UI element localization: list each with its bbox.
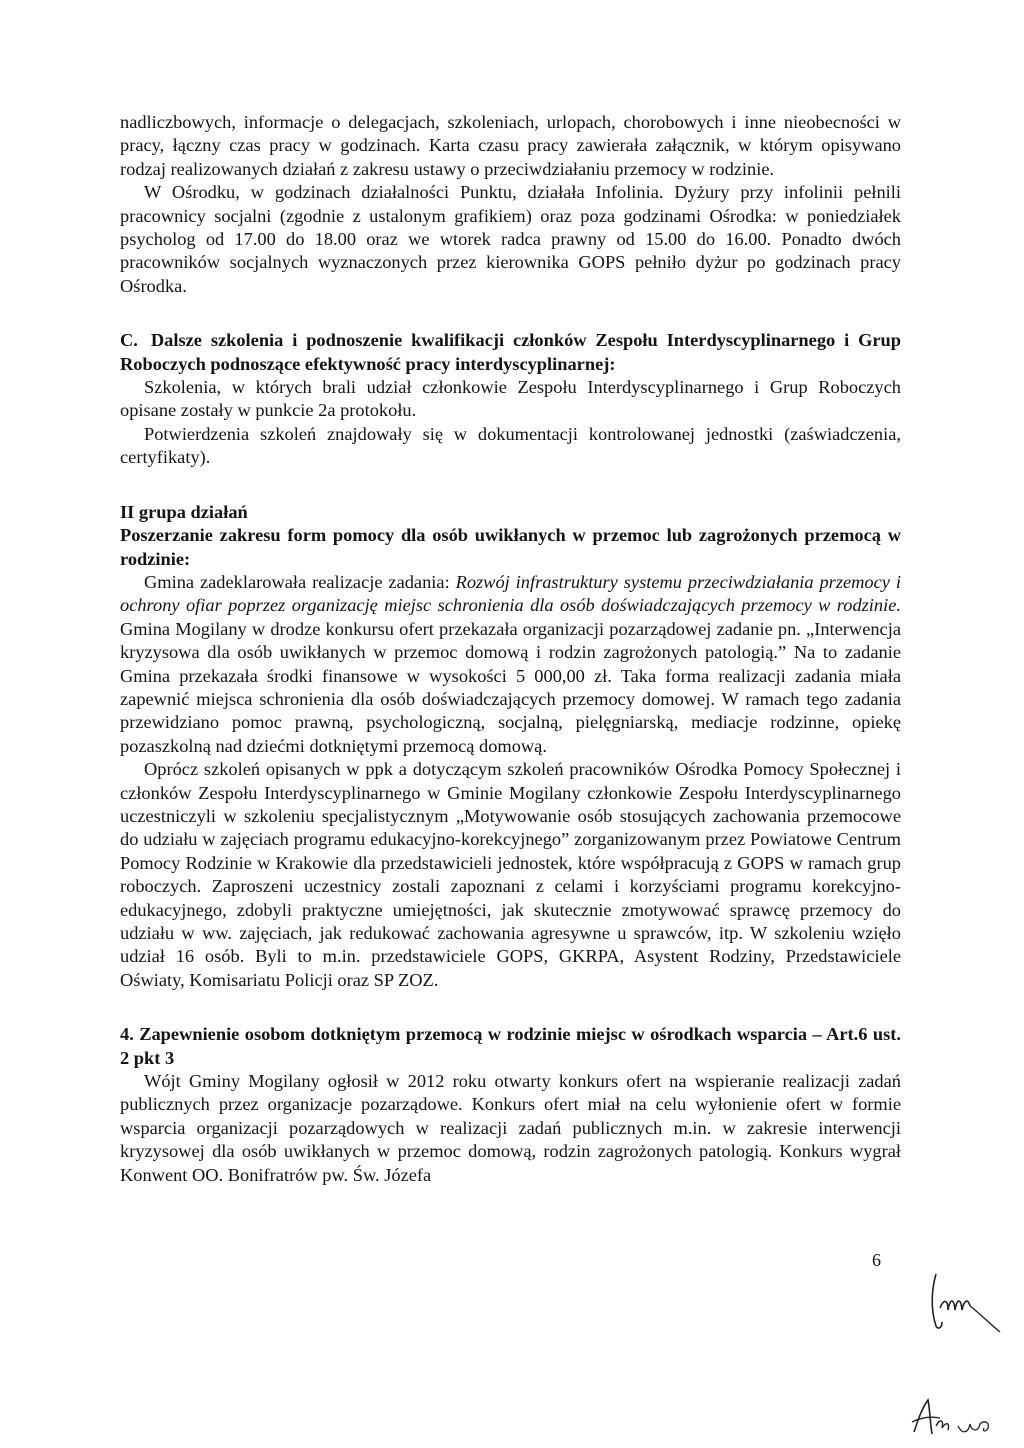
- group-2-paragraph-1-italic: Rozwój infrastruktury systemu przeciwdziałania przemocy i ochrony ofiar poprzez organizację miejsc schronienia dla osób doświadczających przemocy w rodzinie.: [120, 571, 901, 616]
- handwritten-signature-icon: [906, 1396, 1016, 1440]
- group-2-paragraph-1-start: Gmina zadeklarowała realizacje zadania:: [144, 571, 456, 592]
- group-2-paragraph-2: Oprócz szkoleń opisanych w ppk a dotyczącym szkoleń pracowników Ośrodka Pomocy Społecznej i członków Zespołu Interdyscyplinarnego w Gminie Mogilany członkowie Zespołu Interdyscyplinarnego uczestniczyli w szkoleniu specjalistycznym „Motywowanie osób stosujących zachowania przemocowe do udziału w zajęciach programu edukacyjno-korekcyjnego” zorganizowanym przez Powiatowe Centrum Pomocy Rodzinie w Krakowie dla przedstawicieli jednostek, które współpracują z GOPS w ramach grup roboczych. Zaproszeni uczestnicy zostali zapoznani z celami i korzyściami programu korekcyjno-edukacyjnego, zdobyli praktyczne umiejętności, jak skutecznie zmotywować sprawcę przemocy do udziału w ww. zajęciach, jak redukować zachowania agresywne u sprawców, itp. W szkoleniu wzięło udział 16 osób. Byli to m.in. przedstawiciele GOPS, GKRPA, Asystent Rodziny, Przedstawiciele Oświaty, Komisariatu Policji oraz SP ZOZ.: [120, 759, 901, 990]
- document-page: [120, 111, 901, 1187]
- section-c-paragraph-1: Szkolenia, w których brali udział członkowie Zespołu Interdyscyplinarnego i Grup Roboczych opisane zostały w punkcie 2a protokołu.: [120, 377, 901, 421]
- section-c-heading: [120, 329, 901, 376]
- group-2-subtitle: Poszerzanie zakresu form pomocy dla osób uwikłanych w przemoc lub zagrożonych przemocą w rodzinie:: [120, 525, 901, 569]
- section-c-title: Dalsze szkolenia i podnoszenie kwalifikacji członków Zespołu Interdyscyplinarnego i Grup Roboczych podnoszące efektywność pracy interdyscyplinarnej:: [120, 330, 901, 374]
- handwritten-initials-icon: [918, 1268, 1018, 1348]
- section-c-paragraph-2: Potwierdzenia szkoleń znajdowały się w dokumentacji kontrolowanej jednostki (zaświadczenia, certyfikaty).: [120, 423, 901, 468]
- section-4-paragraph-1: Wójt Gminy Mogilany ogłosił w 2012 roku otwarty konkurs ofert na wspieranie realizacji zadań publicznych przez organizacje pozarządowe. Konkurs ofert miał na celu wyłonienie ofert w formie wsparcia organizacji pozarządowych w realizacji zadań publicznych m.in. w zakresie interwencji kryzysowej dla osób uwikłanych w przemoc domową, rodzin zagrożonych patologią. Konkurs wygrał Konwent OO. Bonifratrów pw. Św. Józefa: [120, 1071, 901, 1185]
- page-number: 6: [872, 1250, 881, 1270]
- paragraph-infolinia: W Ośrodku, w godzinach działalności Punktu, działała Infolinia. Dyżury przy infolinii pełnili pracownicy socjalni (zgodnie z ustalonym grafikiem) oraz poza godzinami Ośrodka: w poniedziałek psycholog od 17.00 do 18.00 oraz we wtorek radca prawny od 15.00 do 16.00. Ponadto dwóch pracowników socjalnych wyznaczonych przez kierownika GOPS pełniło dyżur po godzinach pracy Ośrodka.: [120, 182, 901, 296]
- section-c-letter: C.: [120, 330, 138, 351]
- paragraph-intro: nadliczbowych, informacje o delegacjach, szkoleniach, urlopach, chorobowych i inne nieobecności w pracy, łączny czas pracy w godzinach. Karta czasu pracy zawierała załącznik, w którym opisywano rodzaj realizowanych działań z zakresu ustawy o przeciwdziałaniu przemocy w rodzinie.: [120, 112, 901, 179]
- group-2-title: II grupa działań: [120, 501, 248, 522]
- section-4-title: 4. Zapewnienie osobom dotkniętym przemocą w rodzinie miejsc w ośrodkach wsparcia – Art.6 ust. 2 pkt 3: [120, 1024, 901, 1068]
- group-2-paragraph-1: [120, 571, 901, 758]
- group-2-paragraph-1-end: Gmina Mogilany w drodze konkursu ofert przekazała organizacji pozarządowej zadanie pn. „Interwencja kryzysowa dla osób uwikłanych w przemoc domową i rodzin zagrożonych patologią.” Na to zadanie Gmina przekazała środki finansowe w wysokości 5 000,00 zł. Taka forma realizacji zadania miała zapewnić miejsca schronienia dla osób doświadczających przemocy domowej. W ramach tego zadania przewidziano pomoc prawną, psychologiczną, socjalną, pielęgniarską, mediacje rodzinne, opiekę pozaszkolną nad dziećmi dotkniętymi przemocą domową.: [120, 618, 901, 756]
